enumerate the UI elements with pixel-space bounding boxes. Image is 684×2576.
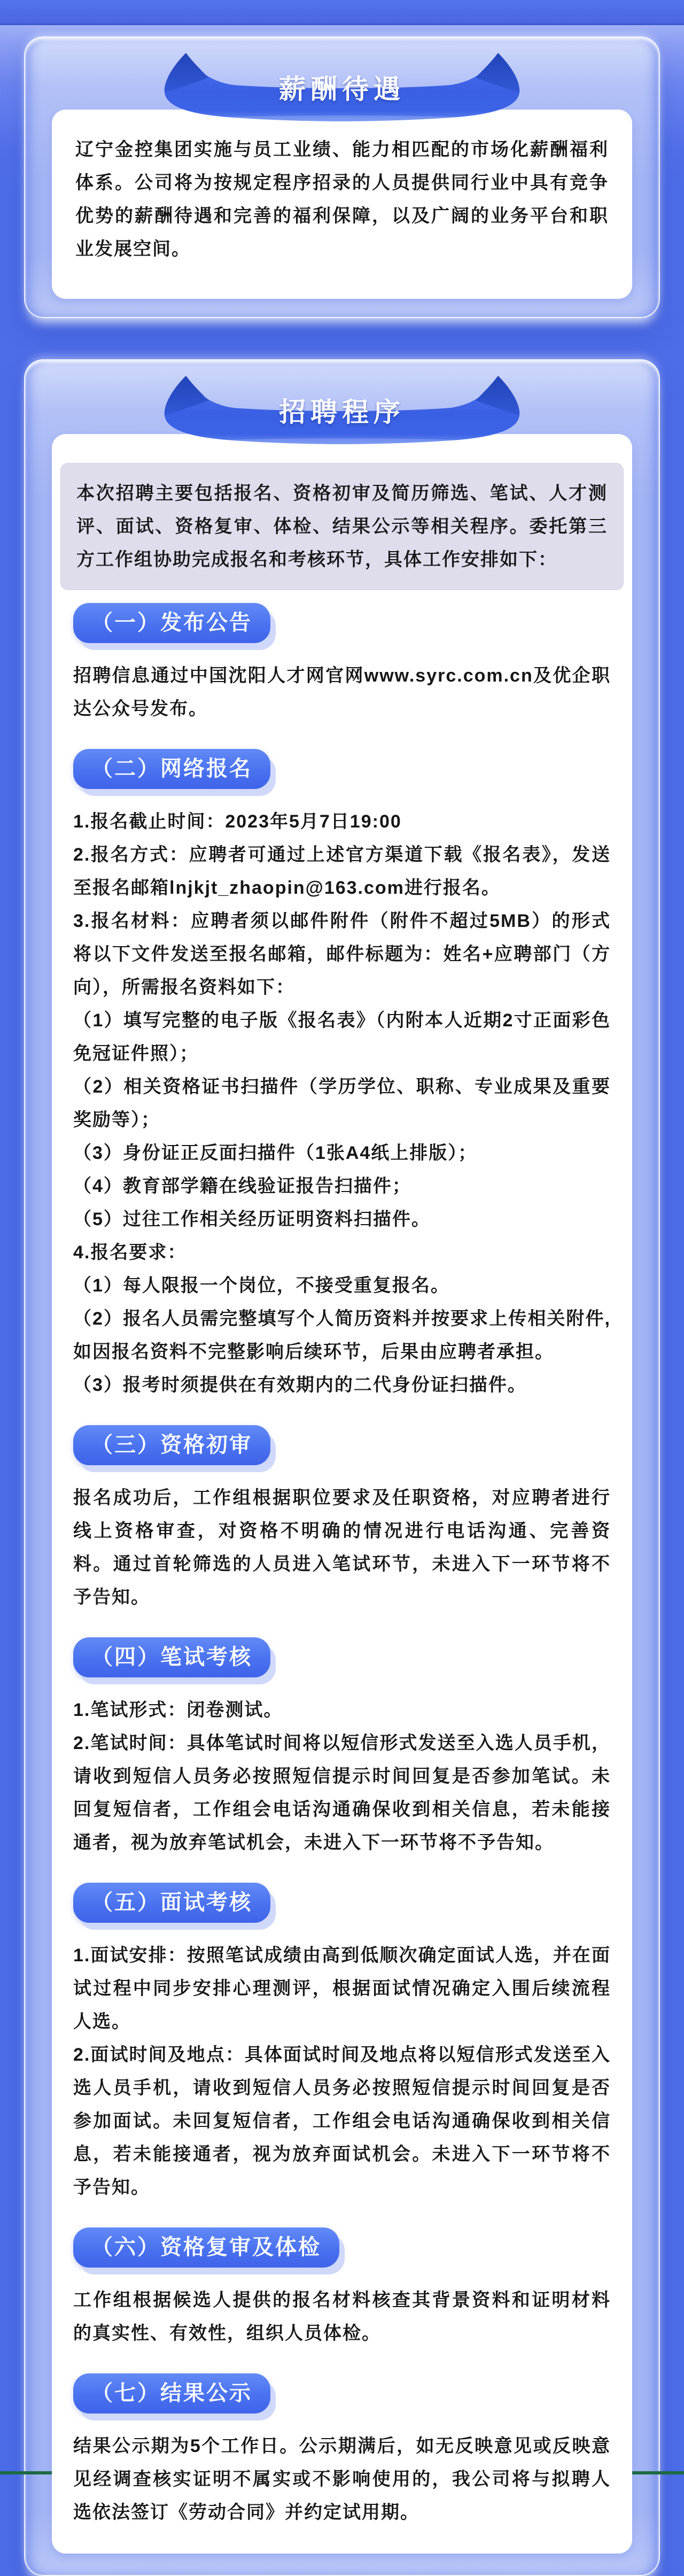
paragraph: 工作组根据候选人提供的报名材料核查其背景资料和证明材料的真实性、有效性，组织人员体检。 [73, 2290, 611, 2343]
paragraph: 2.笔试时间：具体笔试时间将以短信形式发送至入选人员手机，请收到短信人员务必按照短信提示时间回复是否参加笔试。未回复短信者，工作组会电话沟通确保收到相关信息，若未能接通者，视为放弃笔试机会，未进入下一环节将不予告知。 [73, 1733, 611, 1853]
step-paragraphs [73, 2430, 611, 2529]
paragraph: 1.笔试形式：闭卷测试。 [73, 1700, 283, 1720]
paragraph: （1）填写完整的电子版《报名表》（内附本人近期2寸正面彩色免冠证件照）； [73, 1010, 611, 1064]
step-badge: （一）发布公告 [73, 603, 270, 643]
paragraph: （1）每人限报一个岗位，不接受重复报名。 [73, 1275, 450, 1296]
intro-box [60, 463, 624, 590]
paragraph: 辽宁金控集团实施与员工业绩、能力相匹配的市场化薪酬福利体系。公司将为按规定程序招录的人员提供同行业中具有竞争优势的薪酬待遇和完善的福利保障，以及广阔的业务平台和职业发展空间。 [75, 140, 609, 259]
ribbon-banner [143, 52, 541, 122]
paragraph: 4.报名要求： [73, 1242, 187, 1263]
ribbon-banner [143, 375, 541, 445]
procedure-step [73, 1402, 611, 1614]
paragraph: 2.报名方式：应聘者可通过上述官方渠道下载《报名表》，发送至报名邮箱lnjkjt_zhaopin@163.com进行报名。 [73, 845, 611, 898]
step-paragraphs [73, 805, 611, 1402]
paragraph: 3.报名材料：应聘者须以邮件附件（附件不超过5MB）的形式将以下文件发送至报名邮箱，邮件标题为：姓名+应聘部门（方向），所需报名资料如下： [73, 911, 611, 997]
cards-container [0, 25, 684, 2576]
steps [52, 590, 632, 2529]
paragraph: （2）报名人员需完整填写个人简历资料并按要求上传相关附件,如因报名资料不完整影响后续环节，后果由应聘者承担。 [73, 1309, 611, 1362]
step-badge: （五）面试考核 [73, 1883, 270, 1923]
paragraph: （5）过往工作相关经历证明资料扫描件。 [73, 1209, 431, 1229]
paragraph: （3）报考时须提供在有效期内的二代身份证扫描件。 [73, 1375, 527, 1395]
paragraph: （4）教育部学籍在线验证报告扫描件； [73, 1176, 411, 1196]
procedure-step [73, 725, 611, 1402]
procedure-step [73, 1614, 611, 1859]
paragraph: 招聘信息通过中国沈阳人才网官网www.syrc.com.cn及优企职达公众号发布。 [73, 666, 611, 719]
step-paragraphs [73, 2284, 611, 2350]
paragraph: 2.面试时间及地点：具体面试时间及地点将以短信形式发送至入选人员手机，请收到短信人员务必按照短信提示时间回复是否参加面试。未回复短信者，工作组会电话沟通确保收到相关信息，若未能接通者，视为放弃面试机会。未进入下一环节将不予告知。 [73, 2045, 611, 2198]
section-card [24, 36, 660, 318]
card-panel [52, 434, 632, 2554]
paragraph: 1.报名截止时间：2023年5月7日19:00 [73, 811, 402, 832]
paragraph: 结果公示期为5个工作日。公示期满后，如无反映意见或反映意见经调查核实证明不属实或不影响使用的，我公司将与拟聘人选依法签订《劳动合同》并约定试用期。 [73, 2436, 611, 2523]
procedure-step [73, 590, 611, 725]
card-paragraphs [75, 133, 609, 266]
procedure-step [73, 2204, 611, 2350]
paragraph: （3）身份证正反面扫描件（1张A4纸上排版）； [73, 1143, 478, 1163]
step-paragraphs [73, 1693, 611, 1859]
section-banner-title: 薪酬待遇 [279, 74, 405, 104]
step-badge: （二）网络报名 [73, 749, 270, 789]
step-badge: （七）结果公示 [73, 2373, 270, 2413]
intro-text: 本次招聘主要包括报名、资格初审及简历筛选、笔试、人才测评、面试、资格复审、体检、结果公示等相关程序。委托第三方工作组协助完成报名和考核环节，具体工作安排如下： [76, 483, 608, 570]
paragraph: 1.面试安排：按照笔试成绩由高到低顺次确定面试人选，并在面试过程中同步安排心理测评，根据面试情况确定入围后续流程人选。 [73, 1945, 611, 2032]
step-paragraphs [73, 1481, 611, 1614]
step-badge: （四）笔试考核 [73, 1637, 270, 1677]
procedure-step [73, 2350, 611, 2529]
previous-card-bottom-strip [0, 0, 684, 25]
section-card [24, 359, 660, 2576]
step-badge: （三）资格初审 [73, 1425, 270, 1465]
step-paragraphs [73, 659, 611, 725]
step-badge: （六）资格复审及体检 [73, 2227, 339, 2268]
paragraph: （2）相关资格证书扫描件（学历学位、职称、专业成果及重要奖励等）； [73, 1077, 611, 1130]
section-banner-title: 招聘程序 [279, 397, 405, 427]
paragraph: 报名成功后，工作组根据职位要求及任职资格，对应聘者进行线上资格审查，对资格不明确的情况进行电话沟通、完善资料。通过首轮筛选的人员进入笔试环节，未进入下一环节将不予告知。 [73, 1488, 611, 1607]
step-paragraphs [73, 1939, 611, 2204]
card-panel [52, 110, 632, 299]
procedure-step [73, 1859, 611, 2204]
